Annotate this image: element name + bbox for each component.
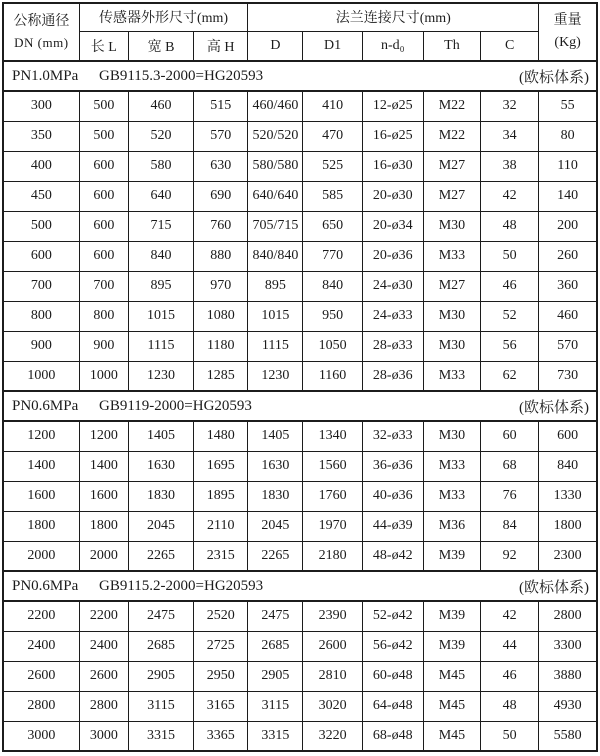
table-cell: 2390 xyxy=(303,601,362,631)
table-cell: 1800 xyxy=(3,511,79,541)
table-cell: 1285 xyxy=(194,361,248,391)
section-header-cell xyxy=(3,61,597,91)
table-cell: 1895 xyxy=(194,481,248,511)
table-cell: 60-ø48 xyxy=(362,661,423,691)
table-cell: 20-ø34 xyxy=(362,211,423,241)
section-header-row xyxy=(3,61,597,91)
table-cell: 46 xyxy=(481,661,539,691)
table-cell: 700 xyxy=(79,271,128,301)
table-cell: 460/460 xyxy=(248,91,303,121)
table-cell: 760 xyxy=(194,211,248,241)
table-cell: 600 xyxy=(79,151,128,181)
table-cell: 2000 xyxy=(79,541,128,571)
table-cell: 2810 xyxy=(303,661,362,691)
table-cell: 1115 xyxy=(248,331,303,361)
table-cell: 2600 xyxy=(3,661,79,691)
table-cell: M33 xyxy=(423,241,480,271)
section-standard-code: GB9115.2-2000=HG20593 xyxy=(99,577,264,594)
table-cell: M22 xyxy=(423,121,480,151)
table-cell: 1560 xyxy=(303,451,362,481)
table-cell: 570 xyxy=(539,331,597,361)
column-header: 高 H xyxy=(194,31,248,61)
header-weight xyxy=(539,3,597,61)
table-cell: 350 xyxy=(3,121,79,151)
table-row xyxy=(3,511,597,541)
table-cell: 36-ø36 xyxy=(362,451,423,481)
table-cell: 650 xyxy=(303,211,362,241)
table-cell: 1400 xyxy=(79,451,128,481)
table-cell: 3315 xyxy=(128,721,193,751)
table-cell: 2950 xyxy=(194,661,248,691)
table-cell: 500 xyxy=(3,211,79,241)
table-cell: 1760 xyxy=(303,481,362,511)
column-header: 长 L xyxy=(79,31,128,61)
table-cell: 2800 xyxy=(539,601,597,631)
table-cell: 2475 xyxy=(128,601,193,631)
table-cell: 840 xyxy=(539,451,597,481)
table-cell: 2045 xyxy=(248,511,303,541)
table-cell: M30 xyxy=(423,301,480,331)
table-cell: 640/640 xyxy=(248,181,303,211)
table-cell: 16-ø25 xyxy=(362,121,423,151)
table-cell: 715 xyxy=(128,211,193,241)
table-cell: 600 xyxy=(79,181,128,211)
table-cell: 1340 xyxy=(303,421,362,451)
table-cell: 950 xyxy=(303,301,362,331)
table-cell: 840/840 xyxy=(248,241,303,271)
table-cell: M30 xyxy=(423,421,480,451)
table-row xyxy=(3,481,597,511)
table-cell: 1480 xyxy=(194,421,248,451)
table-cell: 28-ø36 xyxy=(362,361,423,391)
column-header: D xyxy=(248,31,303,61)
table-cell: 3000 xyxy=(3,721,79,751)
table-cell: 800 xyxy=(79,301,128,331)
table-cell: 56 xyxy=(481,331,539,361)
table-cell: 1400 xyxy=(3,451,79,481)
table-cell: 525 xyxy=(303,151,362,181)
table-cell: 2200 xyxy=(3,601,79,631)
table-cell: 1015 xyxy=(128,301,193,331)
table-cell: 2400 xyxy=(3,631,79,661)
table-cell: 1230 xyxy=(248,361,303,391)
table-cell: 1080 xyxy=(194,301,248,331)
table-cell: 28-ø33 xyxy=(362,331,423,361)
table-cell: 3115 xyxy=(248,691,303,721)
section-standard-code: GB9115.3-2000=HG20593 xyxy=(99,67,264,84)
table-row xyxy=(3,361,597,391)
table-cell: 2300 xyxy=(539,541,597,571)
table-cell: M39 xyxy=(423,601,480,631)
header-weight-label: 重量 xyxy=(553,13,582,29)
section-header-cell xyxy=(3,571,597,601)
header-flange-dimensions: 法兰连接尺寸(mm) xyxy=(248,3,539,31)
table-cell: 60 xyxy=(481,421,539,451)
column-header: Th xyxy=(423,31,480,61)
table-row xyxy=(3,121,597,151)
table-cell: 705/715 xyxy=(248,211,303,241)
table-cell: 690 xyxy=(194,181,248,211)
table-cell: 5580 xyxy=(539,721,597,751)
table-cell: 40-ø36 xyxy=(362,481,423,511)
table-cell: 3880 xyxy=(539,661,597,691)
section-pressure-rating: PN0.6MPa xyxy=(12,397,79,414)
table-cell: 62 xyxy=(481,361,539,391)
table-cell: 2045 xyxy=(128,511,193,541)
table-cell: 92 xyxy=(481,541,539,571)
table-cell: 2685 xyxy=(128,631,193,661)
table-row xyxy=(3,421,597,451)
table-cell: 52 xyxy=(481,301,539,331)
table-cell: 1180 xyxy=(194,331,248,361)
table-row xyxy=(3,241,597,271)
table-cell: 1630 xyxy=(128,451,193,481)
header-group-row xyxy=(3,3,597,31)
table-cell: 1015 xyxy=(248,301,303,331)
table-cell: 46 xyxy=(481,271,539,301)
table-cell: 48 xyxy=(481,211,539,241)
table-cell: 20-ø36 xyxy=(362,241,423,271)
flange-dimension-table xyxy=(2,2,598,752)
table-cell: 1970 xyxy=(303,511,362,541)
table-cell: 1000 xyxy=(79,361,128,391)
table-cell: 52-ø42 xyxy=(362,601,423,631)
table-cell: 3165 xyxy=(194,691,248,721)
table-cell: 32-ø33 xyxy=(362,421,423,451)
header-sensor-dimensions: 传感器外形尺寸(mm) xyxy=(79,3,248,31)
table-cell: M33 xyxy=(423,361,480,391)
table-cell: 2725 xyxy=(194,631,248,661)
table-cell: 460 xyxy=(128,91,193,121)
table-cell: 76 xyxy=(481,481,539,511)
header-nominal-diameter xyxy=(3,3,79,61)
table-cell: 1000 xyxy=(3,361,79,391)
table-cell: 700 xyxy=(3,271,79,301)
table-cell: 500 xyxy=(79,121,128,151)
table-cell: 42 xyxy=(481,601,539,631)
column-header: n-d₀ xyxy=(362,31,423,61)
table-cell: 600 xyxy=(539,421,597,451)
table-cell: 730 xyxy=(539,361,597,391)
table-cell: 50 xyxy=(481,721,539,751)
table-cell: 48 xyxy=(481,691,539,721)
table-cell: 2800 xyxy=(3,691,79,721)
table-cell: 520 xyxy=(128,121,193,151)
table-cell: 2905 xyxy=(128,661,193,691)
table-cell: 2265 xyxy=(128,541,193,571)
table-row xyxy=(3,181,597,211)
section-standard-system-note: (欧标体系) xyxy=(519,579,589,596)
section-standard-system-note: (欧标体系) xyxy=(519,69,589,86)
table-cell: M22 xyxy=(423,91,480,121)
column-header: D1 xyxy=(303,31,362,61)
table-cell: M30 xyxy=(423,331,480,361)
table-cell: 42 xyxy=(481,181,539,211)
table-cell: 640 xyxy=(128,181,193,211)
table-cell: 580 xyxy=(128,151,193,181)
table-cell: 600 xyxy=(3,241,79,271)
table-cell: 3220 xyxy=(303,721,362,751)
table-cell: 24-ø33 xyxy=(362,301,423,331)
header-sub-row xyxy=(3,31,597,61)
table-cell: 580/580 xyxy=(248,151,303,181)
table-row xyxy=(3,451,597,481)
table-cell: 84 xyxy=(481,511,539,541)
table-row xyxy=(3,631,597,661)
table-cell: M27 xyxy=(423,151,480,181)
table-cell: 450 xyxy=(3,181,79,211)
table-cell: 34 xyxy=(481,121,539,151)
table-cell: 1160 xyxy=(303,361,362,391)
section-header-cell xyxy=(3,391,597,421)
table-cell: 1600 xyxy=(79,481,128,511)
table-cell: 2475 xyxy=(248,601,303,631)
section-pressure-rating: PN0.6MPa xyxy=(12,577,79,594)
table-row xyxy=(3,331,597,361)
table-cell: 140 xyxy=(539,181,597,211)
table-row xyxy=(3,601,597,631)
table-row xyxy=(3,661,597,691)
table-cell: 840 xyxy=(303,271,362,301)
table-cell: 630 xyxy=(194,151,248,181)
table-cell: 110 xyxy=(539,151,597,181)
table-cell: 1830 xyxy=(128,481,193,511)
header-dn-unit-label: DN (mm) xyxy=(14,34,69,50)
table-cell: 3115 xyxy=(128,691,193,721)
table-cell: 2905 xyxy=(248,661,303,691)
table-body xyxy=(3,61,597,751)
table-cell: 200 xyxy=(539,211,597,241)
table-cell: M39 xyxy=(423,541,480,571)
table-cell: 470 xyxy=(303,121,362,151)
table-cell: 2400 xyxy=(79,631,128,661)
table-cell: 55 xyxy=(539,91,597,121)
table-cell: 1600 xyxy=(3,481,79,511)
section-header-row xyxy=(3,571,597,601)
table-cell: 2110 xyxy=(194,511,248,541)
table-cell: M33 xyxy=(423,451,480,481)
table-row xyxy=(3,271,597,301)
table-cell: 840 xyxy=(128,241,193,271)
table-row xyxy=(3,91,597,121)
section-pressure-rating: PN1.0MPa xyxy=(12,67,79,84)
section-standard-code: GB9119-2000=HG20593 xyxy=(99,397,252,414)
table-cell: M45 xyxy=(423,691,480,721)
table-cell: 80 xyxy=(539,121,597,151)
table-row xyxy=(3,301,597,331)
table-cell: 570 xyxy=(194,121,248,151)
table-cell: 68 xyxy=(481,451,539,481)
table-cell: 260 xyxy=(539,241,597,271)
table-cell: 38 xyxy=(481,151,539,181)
table-cell: 50 xyxy=(481,241,539,271)
table-cell: 1230 xyxy=(128,361,193,391)
table-cell: 770 xyxy=(303,241,362,271)
table-cell: 1630 xyxy=(248,451,303,481)
table-cell: 900 xyxy=(79,331,128,361)
table-cell: M27 xyxy=(423,271,480,301)
table-cell: 12-ø25 xyxy=(362,91,423,121)
table-cell: 1830 xyxy=(248,481,303,511)
section-standard-system-note: (欧标体系) xyxy=(519,399,589,416)
table-cell: M33 xyxy=(423,481,480,511)
table-cell: 2315 xyxy=(194,541,248,571)
table-cell: 360 xyxy=(539,271,597,301)
table-cell: 1800 xyxy=(79,511,128,541)
table-cell: 2685 xyxy=(248,631,303,661)
table-cell: 3000 xyxy=(79,721,128,751)
header-nominal-diameter-label: 公称通径 xyxy=(13,14,70,30)
table-cell: 3365 xyxy=(194,721,248,751)
table-cell: 460 xyxy=(539,301,597,331)
table-cell: 1800 xyxy=(539,511,597,541)
table-row xyxy=(3,151,597,181)
table-cell: 585 xyxy=(303,181,362,211)
table-cell: 68-ø48 xyxy=(362,721,423,751)
table-cell: M45 xyxy=(423,721,480,751)
table-cell: 1050 xyxy=(303,331,362,361)
table-cell: 56-ø42 xyxy=(362,631,423,661)
table-cell: 410 xyxy=(303,91,362,121)
table-row xyxy=(3,721,597,751)
header-weight-unit-label: (Kg) xyxy=(554,35,581,50)
table-cell: 800 xyxy=(3,301,79,331)
table-cell: 2800 xyxy=(79,691,128,721)
table-cell: 880 xyxy=(194,241,248,271)
table-cell: 900 xyxy=(3,331,79,361)
table-cell: 3020 xyxy=(303,691,362,721)
table-cell: 2600 xyxy=(79,661,128,691)
table-cell: 32 xyxy=(481,91,539,121)
table-cell: 600 xyxy=(79,241,128,271)
table-cell: M45 xyxy=(423,661,480,691)
table-cell: M39 xyxy=(423,631,480,661)
table-cell: 1695 xyxy=(194,451,248,481)
table-cell: 2200 xyxy=(79,601,128,631)
table-cell: 1330 xyxy=(539,481,597,511)
table-cell: 2600 xyxy=(303,631,362,661)
table-row xyxy=(3,691,597,721)
table-cell: 3300 xyxy=(539,631,597,661)
table-cell: 64-ø48 xyxy=(362,691,423,721)
table-cell: 44 xyxy=(481,631,539,661)
table-cell: 44-ø39 xyxy=(362,511,423,541)
table-cell: 500 xyxy=(79,91,128,121)
table-cell: 20-ø30 xyxy=(362,181,423,211)
table-cell: 16-ø30 xyxy=(362,151,423,181)
table-cell: 520/520 xyxy=(248,121,303,151)
table-cell: 1405 xyxy=(128,421,193,451)
table-cell: 300 xyxy=(3,91,79,121)
table-cell: 895 xyxy=(248,271,303,301)
table-cell: 1115 xyxy=(128,331,193,361)
table-row xyxy=(3,211,597,241)
table-cell: 2520 xyxy=(194,601,248,631)
table-cell: 24-ø30 xyxy=(362,271,423,301)
table-cell: M36 xyxy=(423,511,480,541)
table-cell: 1200 xyxy=(3,421,79,451)
table-cell: 4930 xyxy=(539,691,597,721)
table-cell: 400 xyxy=(3,151,79,181)
table-cell: 515 xyxy=(194,91,248,121)
table-cell: 2265 xyxy=(248,541,303,571)
column-header: C xyxy=(481,31,539,61)
table-cell: 2000 xyxy=(3,541,79,571)
table-row xyxy=(3,541,597,571)
table-header xyxy=(3,3,597,61)
table-cell: 895 xyxy=(128,271,193,301)
table-cell: 970 xyxy=(194,271,248,301)
table-cell: 48-ø42 xyxy=(362,541,423,571)
table-cell: 2180 xyxy=(303,541,362,571)
table-cell: 3315 xyxy=(248,721,303,751)
table-cell: M30 xyxy=(423,211,480,241)
table-cell: M27 xyxy=(423,181,480,211)
section-header-row xyxy=(3,391,597,421)
table-cell: 600 xyxy=(79,211,128,241)
column-header: 宽 B xyxy=(128,31,193,61)
table-cell: 1405 xyxy=(248,421,303,451)
table-cell: 1200 xyxy=(79,421,128,451)
